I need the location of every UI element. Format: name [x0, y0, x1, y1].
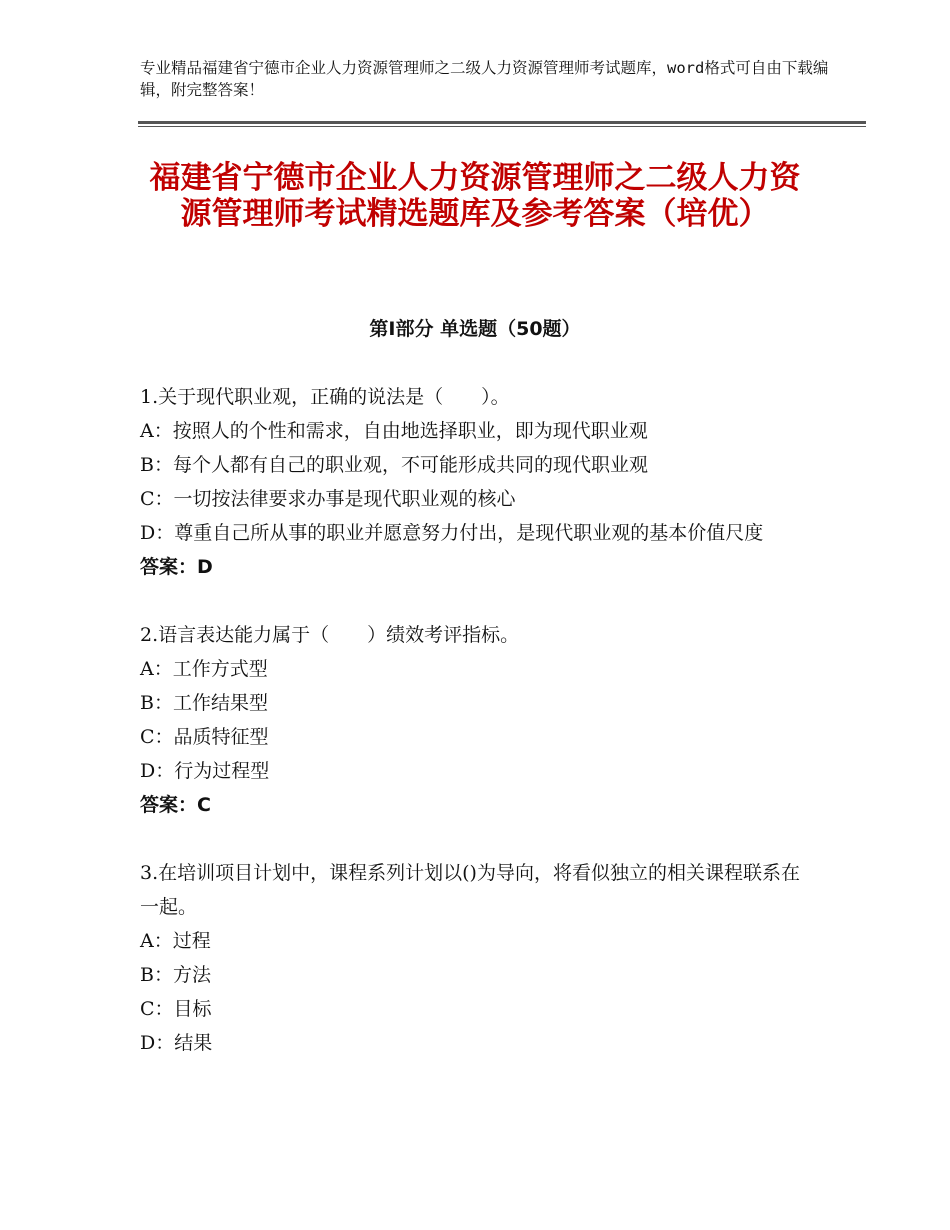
question-stem: 2.语言表达能力属于（ ）绩效考评指标。: [140, 624, 520, 646]
document-title: 福建省宁德市企业人力资源管理师之二级人力资源管理师考试精选题库及参考答案（培优）: [149, 160, 801, 232]
question-2: [140, 618, 810, 822]
option-c: C：目标: [140, 998, 212, 1020]
option-b: B：每个人都有自己的职业观，不可能形成共同的现代职业观: [140, 454, 648, 476]
option-c: C：品质特征型: [140, 726, 269, 748]
document-header-note: 专业精品福建省宁德市企业人力资源管理师之二级人力资源管理师考试题库，word格式可自由下载编辑，附完整答案！: [140, 59, 829, 99]
answer-line: 答案：D: [140, 556, 213, 578]
option-a: A：工作方式型: [140, 658, 268, 680]
option-a: A：按照人的个性和需求，自由地选择职业，即为现代职业观: [140, 420, 648, 442]
option-d: D：行为过程型: [140, 760, 270, 782]
option-b: B：方法: [140, 964, 211, 986]
question-1: [140, 380, 810, 584]
question-stem: 1.关于现代职业观，正确的说法是（ ）。: [140, 386, 510, 408]
answer-line: 答案：C: [140, 794, 211, 816]
question-list: [140, 380, 810, 1094]
header-divider-thick: [138, 121, 866, 124]
option-d: D：尊重自己所从事的职业并愿意努力付出，是现代职业观的基本价值尺度: [140, 522, 764, 544]
question-stem: 3.在培训项目计划中，课程系列计划以()为导向，将看似独立的相关课程联系在一起。: [140, 862, 800, 918]
section-heading: 第Ⅰ部分 单选题（50题）: [369, 318, 581, 340]
option-c: C：一切按法律要求办事是现代职业观的核心: [140, 488, 516, 510]
option-a: A：过程: [140, 930, 211, 952]
option-b: B：工作结果型: [140, 692, 268, 714]
header-divider-thin: [138, 126, 866, 127]
question-3: [140, 856, 810, 1060]
option-d: D：结果: [140, 1032, 213, 1054]
